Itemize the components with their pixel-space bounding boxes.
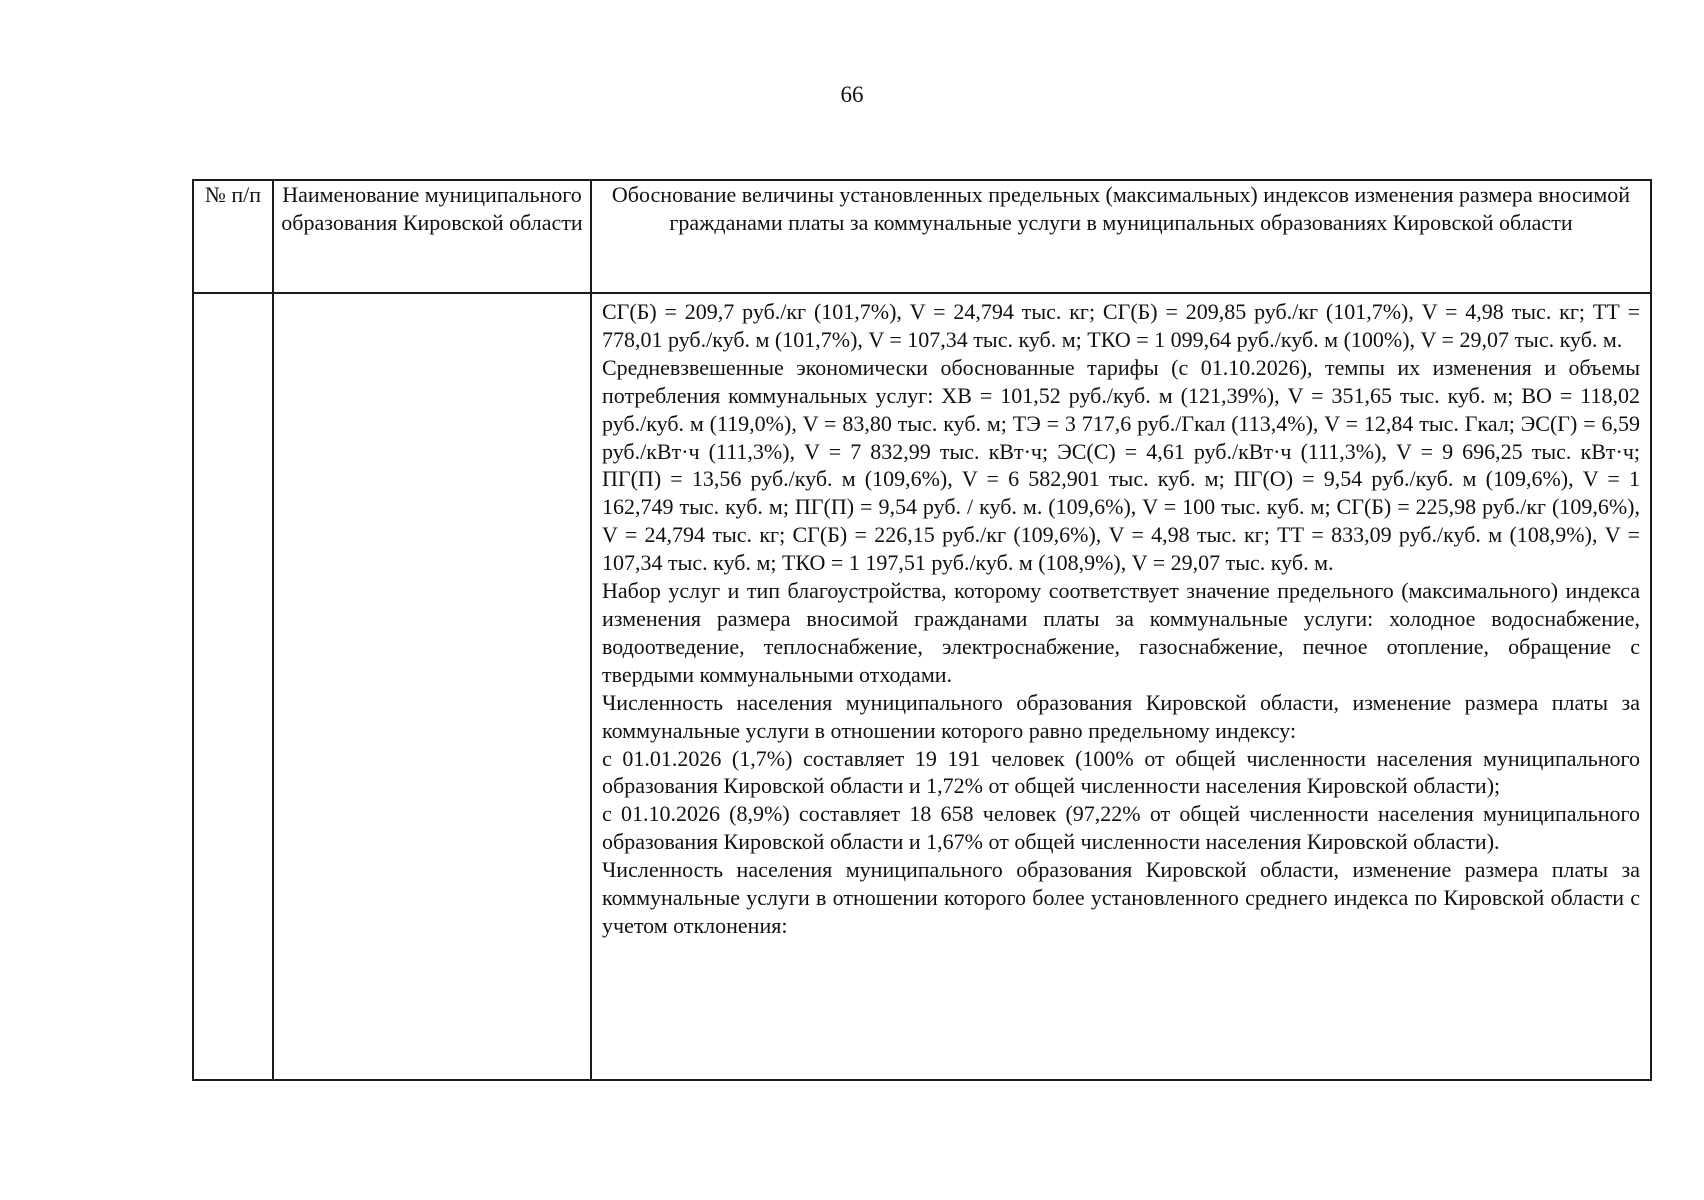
table-header-row xyxy=(193,180,1651,293)
header-municipality: Наименование муниципального образования Кировской области xyxy=(273,180,591,293)
paragraph-population-2026-10: с 01.10.2026 (8,9%) составляет 18 658 человек (97,22% от общей численности населения муниципального образования Кировской области и 1,67% от общей численности населения Кировской области). xyxy=(602,801,1640,855)
cell-number xyxy=(193,293,273,1080)
cell-municipality xyxy=(273,293,591,1080)
table-row xyxy=(193,293,1651,1080)
header-number: № п/п xyxy=(193,180,273,293)
header-justification: Обоснование величины установленных предельных (максимальных) индексов изменения размера вносимой гражданами платы за коммунальные услуги в муниципальных образованиях Кировской области xyxy=(591,180,1651,293)
cell-justification xyxy=(591,293,1651,1080)
justification-text xyxy=(592,294,1650,940)
paragraph-tariffs-2026-10: Средневзвешенные экономически обоснованные тарифы (с 01.10.2026), темпы их изменения и объемы потребления коммунальных услуг: ХВ = 101,52 руб./куб. м (121,39%), V = 351,65 тыс. куб. м; ВО = 118,02 руб./куб. м (119,0%), V = 83,80 тыс. куб. м; ТЭ = 3 717,6 руб./Гкал (113,4%), V = 12,84 тыс. Гкал; ЭС(Г) = 6,59 руб./кВт·ч (111,3%), V = 7 832,99 тыс. кВт·ч; ЭС(С) = 4,61 руб./кВт·ч (111,3%), V = 9 696,25 тыс. кВт·ч; ПГ(П) = 13,56 руб./куб. м (109,6%), V = 6 582,901 тыс. куб. м; ПГ(О) = 9,54 руб./куб. м (109,6%), V = 1 162,749 тыс. куб. м; ПГ(П) = 9,54 руб. / куб. м. (109,6%), V = 100 тыс. куб. м; СГ(Б) = 225,98 руб./кг (109,6%), V = 24,794 тыс. кг; СГ(Б) = 226,15 руб./кг (109,6%), V = 4,98 тыс. кг; ТТ = 833,09 руб./куб. м (108,9%), V = 107,34 тыс. куб. м; ТКО = 1 197,51 руб./куб. м (108,9%), V = 29,07 тыс. куб. м. xyxy=(602,354,1640,576)
page-number: 66 xyxy=(840,82,864,107)
paragraph-population-2026-01: с 01.01.2026 (1,7%) составляет 19 191 человек (100% от общей численности населения муниципального образования Кировской области и 1,72% от общей численности населения Кировской области); xyxy=(602,745,1640,799)
tariff-table xyxy=(192,179,1652,1081)
paragraph-population-above: Численность населения муниципального образования Кировской области, изменение размера платы за коммунальные услуги в отношении которого более установленного среднего индекса по Кировской области с учетом отклонения: xyxy=(602,857,1640,938)
paragraph-tariffs-continued: СГ(Б) = 209,7 руб./кг (101,7%), V = 24,794 тыс. кг; СГ(Б) = 209,85 руб./кг (101,7%), V = 4,98 тыс. кг; ТТ = 778,01 руб./куб. м (101,7%), V = 107,34 тыс. куб. м; ТКО = 1 099,64 руб./куб. м (100%), V = 29,07 тыс. куб. м. xyxy=(602,299,1640,352)
paragraph-service-set: Набор услуг и тип благоустройства, которому соответствует значение предельного (максимального) индекса изменения размера вносимой гражданами платы за коммунальные услуги: холодное водоснабжение, водоотведение, теплоснабжение, электроснабжение, газоснабжение, печное отопление, обращение с твердыми коммунальными отходами. xyxy=(602,578,1640,687)
paragraph-population-equal: Численность населения муниципального образования Кировской области, изменение размера платы за коммунальные услуги в отношении которого равно предельному индексу: xyxy=(602,689,1640,743)
